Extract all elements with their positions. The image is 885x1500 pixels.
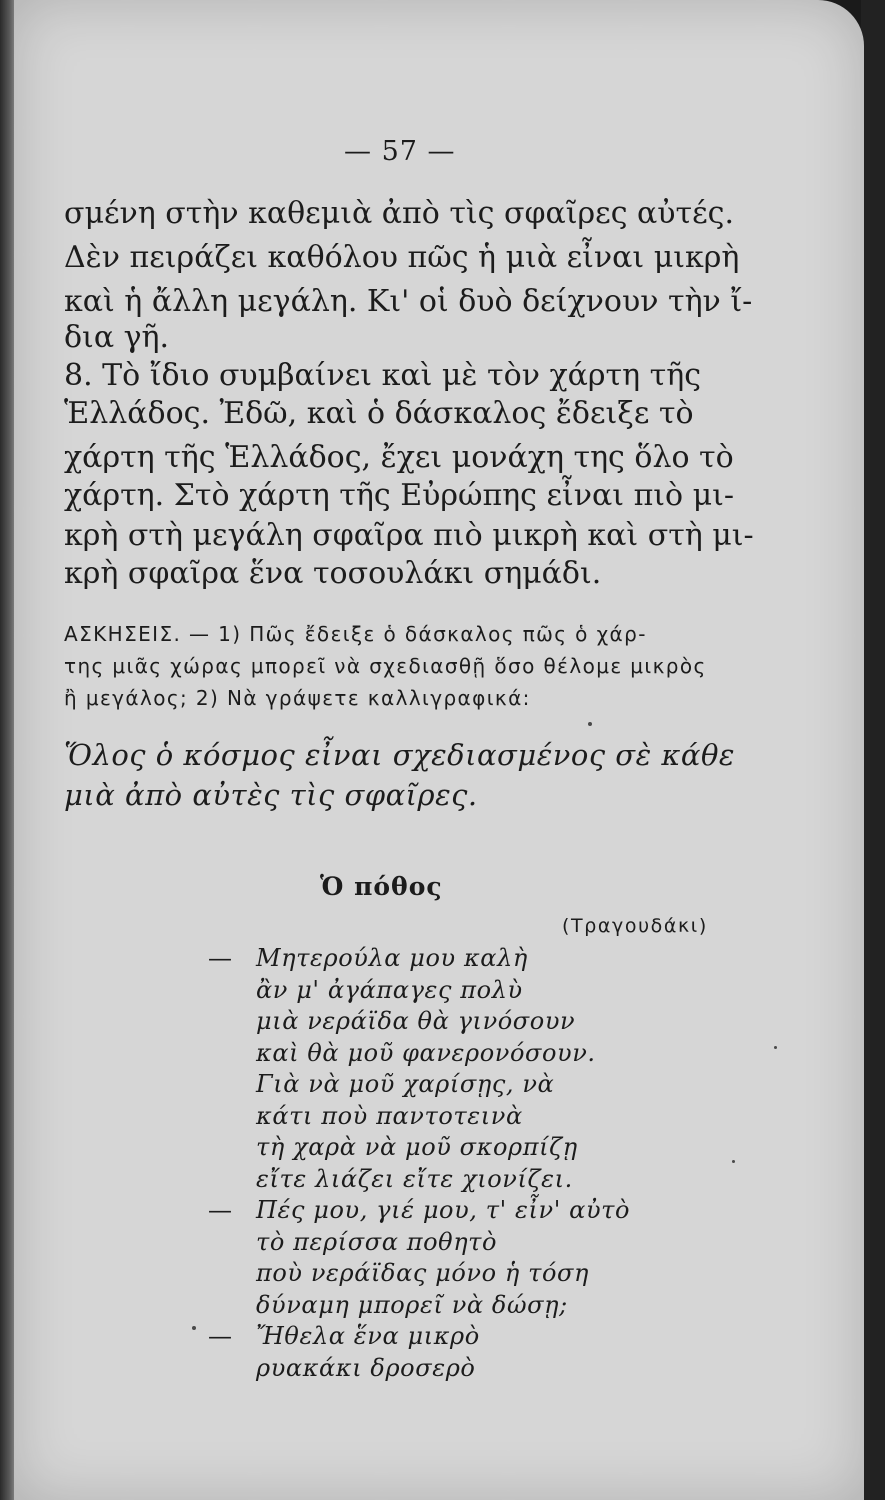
poem-line [208,976,523,1004]
body-line: κρὴ σφαῖρα ἕνα τοσουλάκι σημάδι. [64,556,602,591]
poem-line [208,1039,596,1067]
poem-line [208,1259,589,1287]
poem-line [208,1228,497,1256]
poem-line [208,1007,575,1035]
poem-line-text: Μητερούλα μου καλὴ [256,944,528,972]
poem-line-text: τὸ περίσσα ποθητὸ [256,1227,498,1256]
poem-line [208,1102,523,1130]
poem-dialogue-dash: — [208,1322,233,1350]
poem-dialogue-dash: — [208,944,233,972]
calligraphy-line: μιὰ ἀπὸ αὐτὲς τὶς σφαῖρες. [64,778,478,812]
poem-line-text: κάτι ποὺ παντοτεινὰ [256,1101,523,1130]
poem-line [208,1165,573,1193]
exercise-line: ΑΣΚΗΣΕΙΣ. — 1) Πῶς ἔδειξε ὁ δάσκαλος πῶς ὁ χάρ- [64,622,647,646]
poem-subtitle: (Τραγουδάκι) [562,915,708,937]
book-page [14,0,864,1500]
body-line: κρὴ στὴ μεγάλη σφαῖρα πιὸ μικρὴ καὶ στὴ μι- [64,518,754,553]
body-line: 8. Τὸ ἴδιο συμβαίνει καὶ μὲ τὸν χάρτη τῆς [64,358,702,393]
poem-line-text: τὴ χαρὰ νὰ μοῦ σκορπίζῃ [256,1133,578,1161]
background-right-edge [861,0,885,1500]
body-line: Δὲν πειράζει καθόλου πῶς ἡ μιὰ εἶναι μικρὴ [64,240,740,275]
body-line: χάρτη τῆς Ἑλλάδος, ἔχει μονάχη της ὅλο τὸ [64,440,734,475]
poem-line [208,1070,554,1098]
body-line: Ἑλλάδος. Ἐδῶ, καὶ ὁ δάσκαλος ἔδειξε τὸ [64,396,694,431]
poem-line-text: Ἤθελα ἕνα μικρὸ [256,1322,480,1350]
poem-line-text: εἴτε λιάζει εἴτε χιονίζει. [256,1164,573,1193]
body-line: καὶ ἡ ἄλλη μεγάλη. Κι' οἱ δυὸ δείχνουν τὴν ἴ- [64,284,753,319]
calligraphy-line: Ὅλος ὁ κόσμος εἶναι σχεδιασμένος σὲ κάθε [64,738,735,772]
poem-line-text: δύναμη μπορεῖ νὰ δώσῃ; [256,1290,568,1319]
poem-line-text: Γιὰ νὰ μοῦ χαρίσῃς, νὰ [256,1070,555,1098]
poem-line [208,1291,568,1319]
page-number: — 57 — [344,136,456,167]
poem-line-text: μιὰ νεράϊδα θὰ γινόσουν [256,1007,576,1035]
poem-line-text: ρυακάκι δροσερὸ [256,1353,476,1382]
poem-title: Ὁ πόθος [320,872,443,901]
exercise-line: της μιᾶς χώρας μπορεῖ νὰ σχεδιασθῇ ὅσο θέλομε μικρὸς [64,654,707,678]
poem-line-text: καὶ θὰ μοῦ φανερονόσουν. [256,1038,596,1067]
poem-line-text: ἂν μ' ἀγάπαγες πολὺ [256,975,523,1004]
poem-line [208,1133,578,1161]
paper-speck [588,722,592,726]
poem-line [208,944,528,972]
paper-speck [774,1046,777,1049]
paper-speck [732,1160,735,1163]
poem-line [208,1322,480,1350]
exercise-line: ἢ μεγάλος; 2) Νὰ γράψετε καλλιγραφικά: [64,686,531,710]
poem-dialogue-dash: — [208,1196,233,1224]
body-line: χάρτη. Στὸ χάρτη τῆς Εὐρώπης εἶναι πιὸ μι- [64,478,735,513]
poem-line-text: ποὺ νεράϊδας μόνο ἡ τόση [256,1259,589,1287]
body-line: σμένη στὴν καθεμιὰ ἀπὸ τὶς σφαῖρες αὐτές. [64,196,735,231]
poem-line [208,1196,630,1224]
poem-line-text: Πές μου, γιέ μου, τ' εἶν' αὐτὸ [256,1196,631,1224]
poem-line [208,1354,475,1382]
body-line: δια γῆ. [64,320,170,355]
paper-speck [192,1326,196,1330]
